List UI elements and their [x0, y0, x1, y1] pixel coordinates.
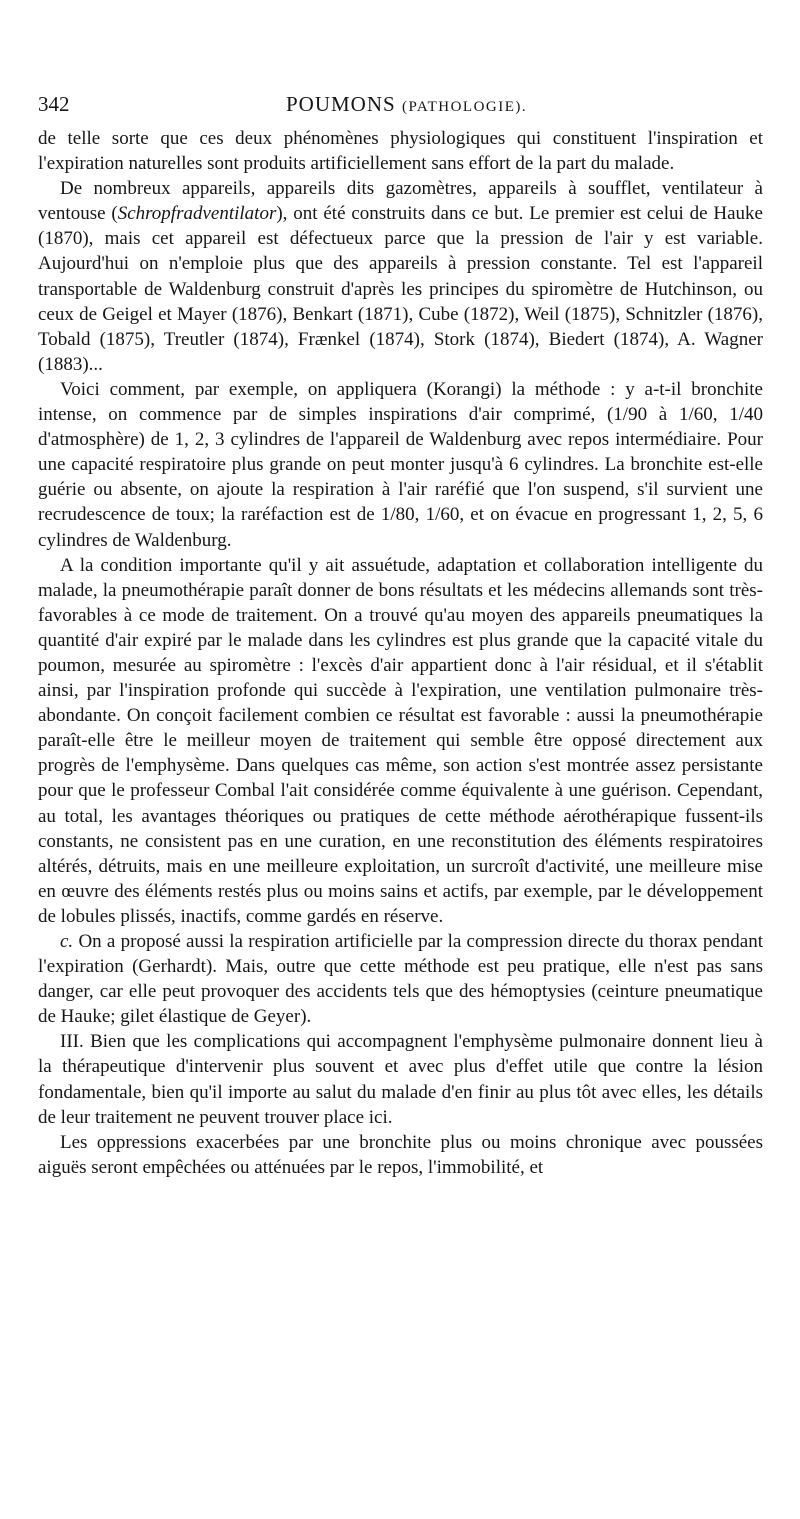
paragraph-continuation — [38, 126, 763, 176]
paragraph-text: De nombreux appareils, appareils dits gazomètres, appareils à soufflet, ventilateur à ventouse ( — [38, 178, 763, 225]
paragraph-text: ), ont été construits dans ce but. Le premier est celui de Hauke (1870), mais cet appareil est défectueux parce que la pression de l'air y est variable. Aujourd'hui on n'emploie plus que des appareils à pression constante. Tel est l'appareil transportable de Waldenburg construit d'après les principes du spiromètre de Hutchinson, ou ceux de Geigel et Mayer (1876), Benkart (1871), Cube (1872), Weil (1875), Schnitzler (1876), Tobald (1875), Treutler (1874), Frænkel (1874), Stork (1874), Biedert (1874), A. Wagner (1883)... — [38, 203, 763, 375]
italic-term: Schropfradventilator — [117, 203, 277, 225]
paragraph-section-c — [38, 929, 763, 1029]
paragraph-text: Les oppressions exacerbées par une bronchite plus ou moins chronique avec poussées aiguës seront empêchées ou atténuées par le repos, l'immobilité, et — [38, 1131, 763, 1178]
section-letter: c. — [60, 931, 74, 952]
paragraph-text: Voici comment, par exemple, on appliquera (Korangi) la méthode : y a-t-il bronchite intense, on commence par de simples inspirations d'air comprimé, (1/90 à 1/60, 1/40 d'atmosphère) de 1, 2, 3 cylindres de l'appareil de Waldenburg avec repos intermédiaire. Pour une capacité respiratoire plus grande on peut monter jusqu'à 6 cylindres. La bronchite est-elle guérie ou absente, on ajoute la respiration à l'air raréfié que l'on suspend, s'il survient une recrudescence de toux; la raréfaction est de 1/80, 1/60, et on évacue en progressant 1, 2, 5, 6 cylindres de Waldenburg. — [38, 378, 763, 551]
paragraph-results — [38, 553, 763, 929]
paragraph-text: A la condition importante qu'il y ait assuétude, adaptation et collaboration intelligente du malade, la pneumothérapie paraît donner de bons résultats et les médecins allemands sont très-favorables à ce mode de traitement. On a trouvé qu'au moyen des appareils pneumatiques la quantité d'air expiré par le malade dans les cylindres est plus grande que la capacité vitale du poumon, mesurée au spiromètre : l'excès d'air appartient donc à l'air résidual, et il s'établit ainsi, par l'inspiration profonde qui succède à l'expiration, une ventilation pulmonaire très-abondante. On conçoit facilement combien ce résultat est favorable : aussi la pneumothérapie paraît-elle être le meilleur moyen de traitement qui semble être opposé directement aux progrès de l'emphysème. Dans quelques cas même, son action s'est montrée assez persistante pour que le professeur Combal l'ait considérée comme équivalente à une guérison. Cependant, au total, les avantages théoriques ou pratiques de cette méthode aérothérapique fussent-ils constants, ne consistent pas en une curation, en une reconstitution des éléments respiratoires altérés, détruits, mais en une meilleure exploitation, un surcroît d'activité, une meilleure mise en œuvre des éléments restés plus ou moins sains et actifs, par exemple, par le développement de lobules plissés, inactifs, comme gardés en réserve. — [38, 554, 763, 927]
body-text — [38, 126, 763, 1180]
paragraph-oppressions — [38, 1130, 763, 1180]
running-head-sub: (PATHOLOGIE). — [401, 99, 528, 115]
paragraph-text: III. Bien que les complications qui accompagnent l'emphysème pulmonaire donnent lieu à la thérapeutique d'intervenir plus souvent et avec plus d'effet utile que contre la lésion fondamentale, bien qu'il importe au salut du malade d'en finir au plus tôt avec elles, les détails de leur traitement ne peuvent trouver place ici. — [38, 1031, 763, 1128]
paragraph-text: On a proposé aussi la respiration artificielle par la compression directe du thorax pendant l'expiration (Gerhardt). Mais, outre que cette méthode est peu pratique, elle n'est pas sans danger, car elle peut provoquer des accidents tels que des hémoptysies (ceinture pneumatique de Hauke; gilet élastique de Geyer). — [38, 931, 763, 1028]
paragraph-section-iii — [38, 1029, 763, 1129]
paragraph-text: de telle sorte que ces deux phénomènes physiologiques qui constituent l'inspiration et l'expiration naturelles sont produits artificiellement sans effort de la part du malade. — [38, 128, 763, 175]
running-head-main: POUMONS — [286, 92, 396, 116]
paragraph-method — [38, 377, 763, 553]
page-number: 342 — [38, 92, 70, 116]
paragraph-apparatus — [38, 176, 763, 377]
page-header — [38, 88, 763, 120]
running-head — [286, 88, 527, 123]
